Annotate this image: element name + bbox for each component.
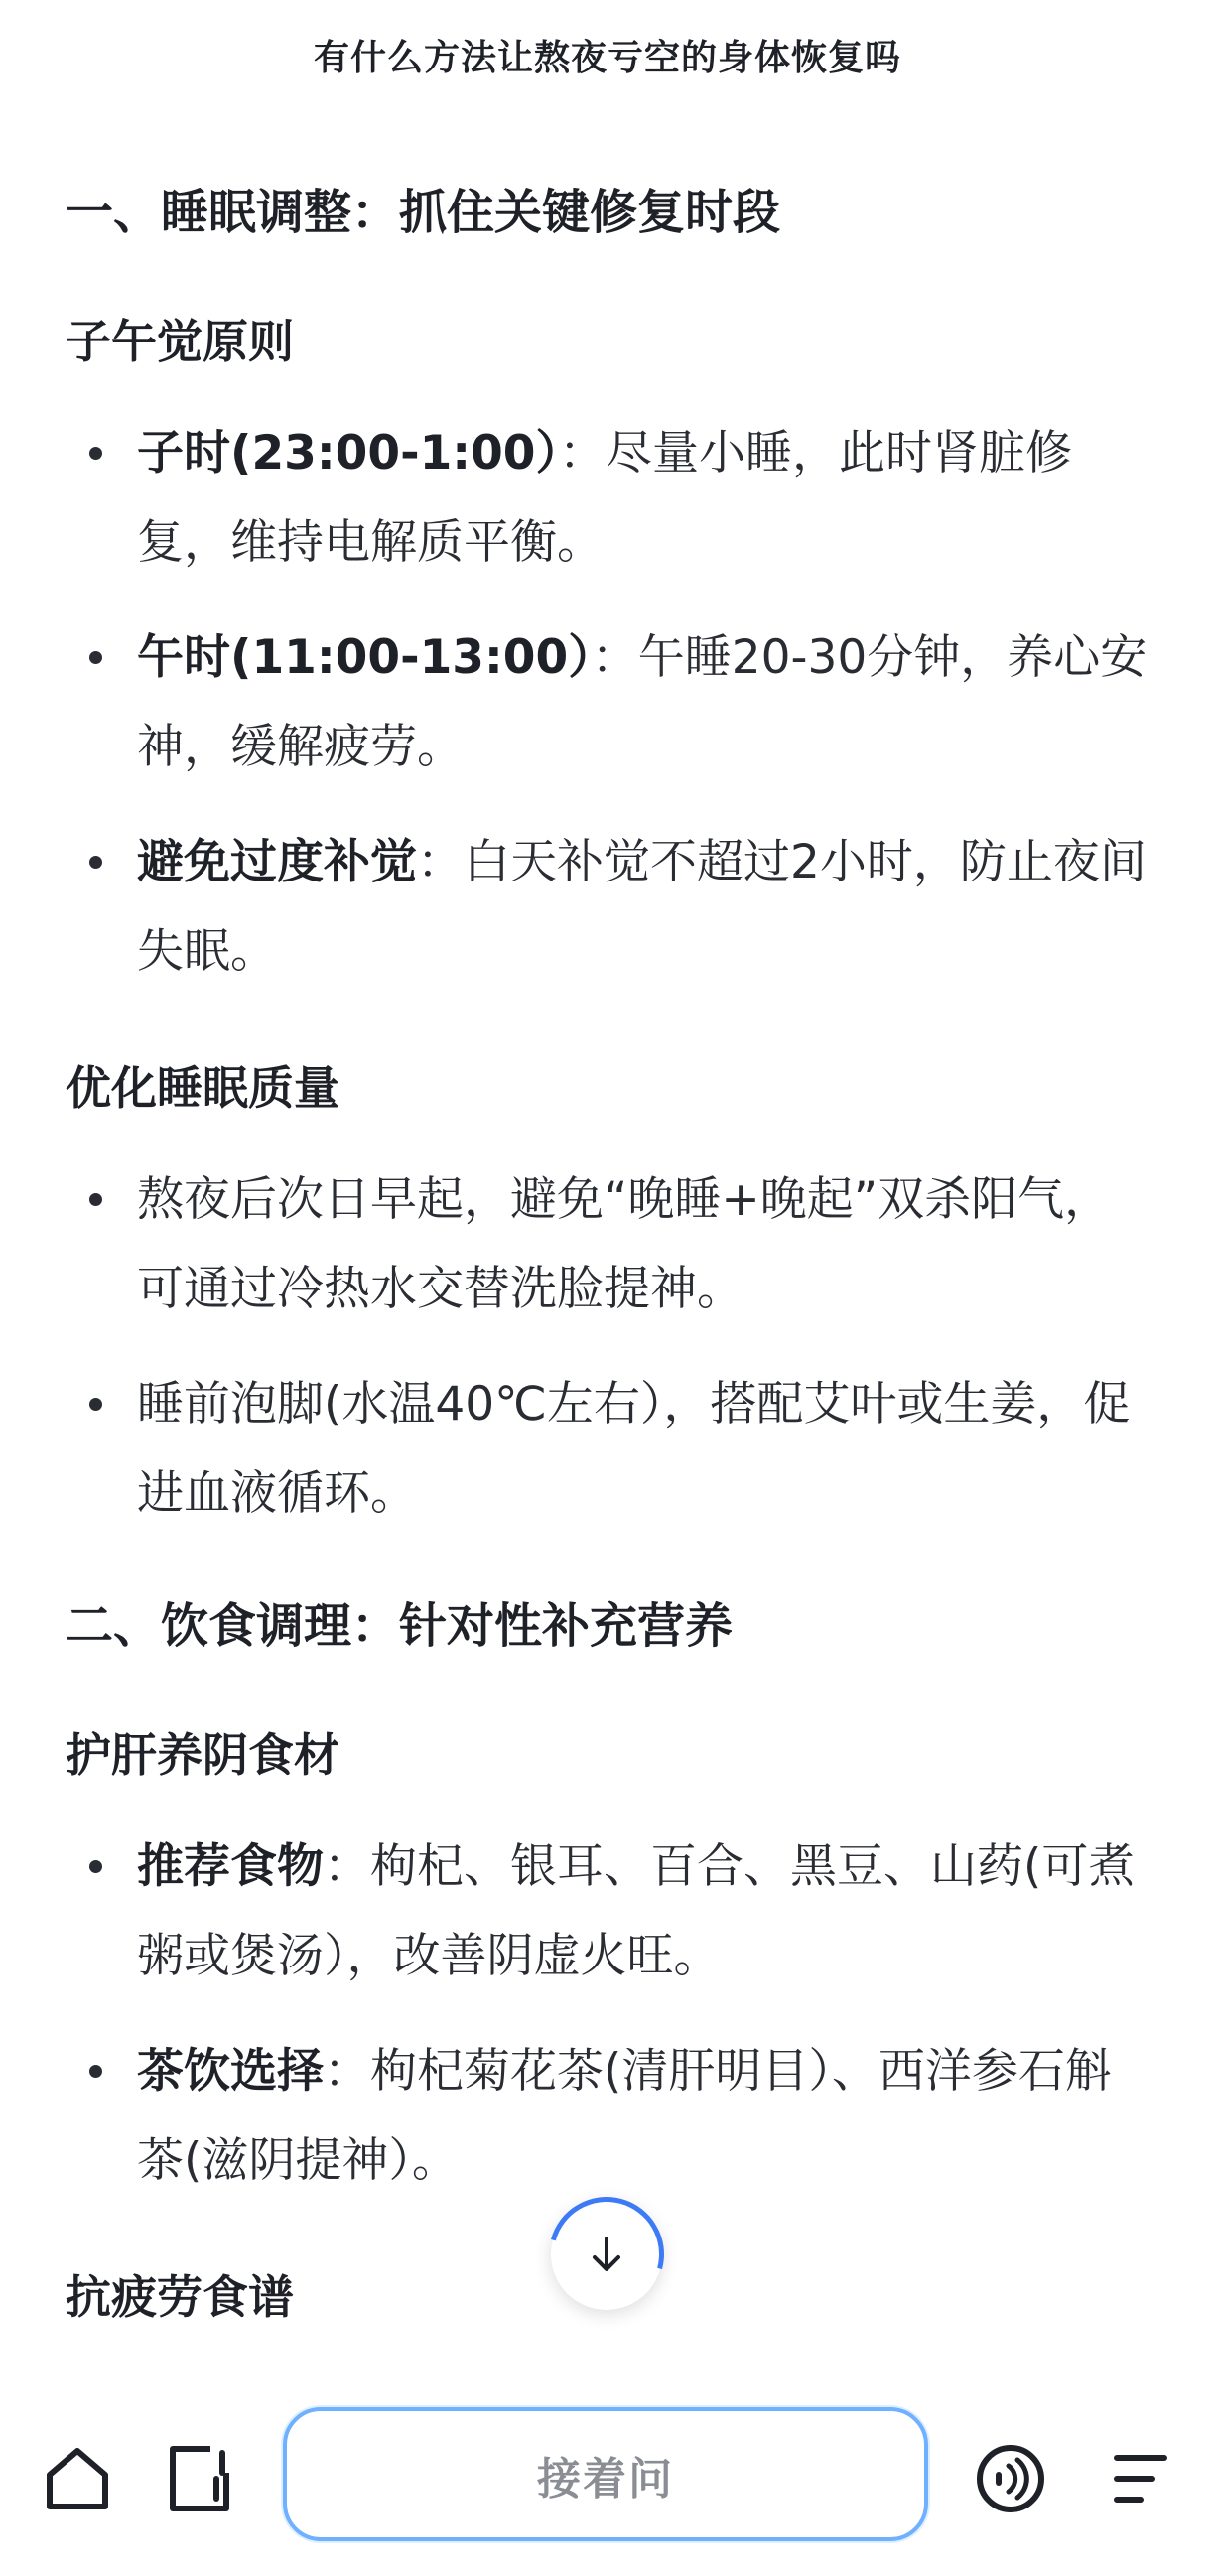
list-item: [66, 613, 1157, 792]
list-item: [66, 1360, 1157, 1539]
section-heading: 一、睡眠调整：抓住关键修复时段: [66, 185, 781, 240]
list-item: [66, 1155, 1157, 1334]
list-item: [66, 1823, 1157, 2001]
list-item-term: 子时(23:00-1:00）: [137, 426, 559, 480]
bottom-bar: [0, 2387, 1215, 2576]
top-bar: [0, 0, 1215, 109]
scroll-to-bottom-button[interactable]: [551, 2199, 662, 2310]
ask-label: 接着问: [537, 2453, 674, 2505]
list-item-text: 睡前泡脚(水温40℃左右），搭配艾叶或生姜，促进血液循环。: [137, 1377, 1131, 1521]
list-item-text: ：枸杞菊花茶(清肝明目）、西洋参石斛茶(滋阴提神）。: [137, 2044, 1112, 2188]
voice-call-button[interactable]: [971, 2439, 1050, 2518]
subsection-heading: 优化睡眠质量: [66, 1061, 339, 1115]
voice-call-icon: [974, 2442, 1047, 2515]
tabs-icon: [165, 2443, 236, 2514]
answer-content: [66, 159, 1157, 2368]
list-item-term: 茶饮选择: [137, 2044, 324, 2099]
menu-button[interactable]: [1100, 2439, 1179, 2518]
ask-input[interactable]: [283, 2407, 928, 2541]
list-item: [66, 818, 1157, 997]
list-item-text: 熬夜后次日早起，避免“晚睡+晚起”双杀阳气，可通过冷热水交替洗脸提神。: [137, 1172, 1112, 1316]
list-item-text: ：尽量小睡，此时肾脏修复，维持电解质平衡。: [137, 426, 1072, 570]
section-heading: 二、饮食调理：针对性补充营养: [66, 1598, 734, 1654]
list-item-term: 避免过度补觉: [137, 835, 417, 889]
list-item-text: ：枸杞、银耳、百合、黑豆、山药(可煮粥或煲汤），改善阴虚火旺。: [137, 1839, 1136, 1983]
list-item: [66, 2027, 1157, 2206]
subsection-heading: 护肝养阴食材: [66, 1728, 339, 1782]
list-item-term: 午时(11:00-13:00）: [137, 630, 592, 685]
subsection-heading: 抗疲劳食谱: [66, 2270, 294, 2324]
tabs-button[interactable]: [161, 2439, 240, 2518]
home-button[interactable]: [38, 2439, 117, 2518]
home-icon: [42, 2443, 113, 2514]
list-item-term: 推荐食物: [137, 1839, 324, 1894]
page-title: 有什么方法让熬夜亏空的身体恢复吗: [313, 37, 901, 78]
list-item-text: ：午睡20-30分钟，养心安神，缓解疲劳。: [137, 630, 1148, 774]
list-item: [66, 409, 1157, 588]
subsection-heading: 子午觉原则: [66, 315, 294, 368]
menu-icon: [1107, 2446, 1172, 2511]
list-item-text: ：白天补觉不超过2小时，防止夜间失眠。: [137, 835, 1147, 979]
